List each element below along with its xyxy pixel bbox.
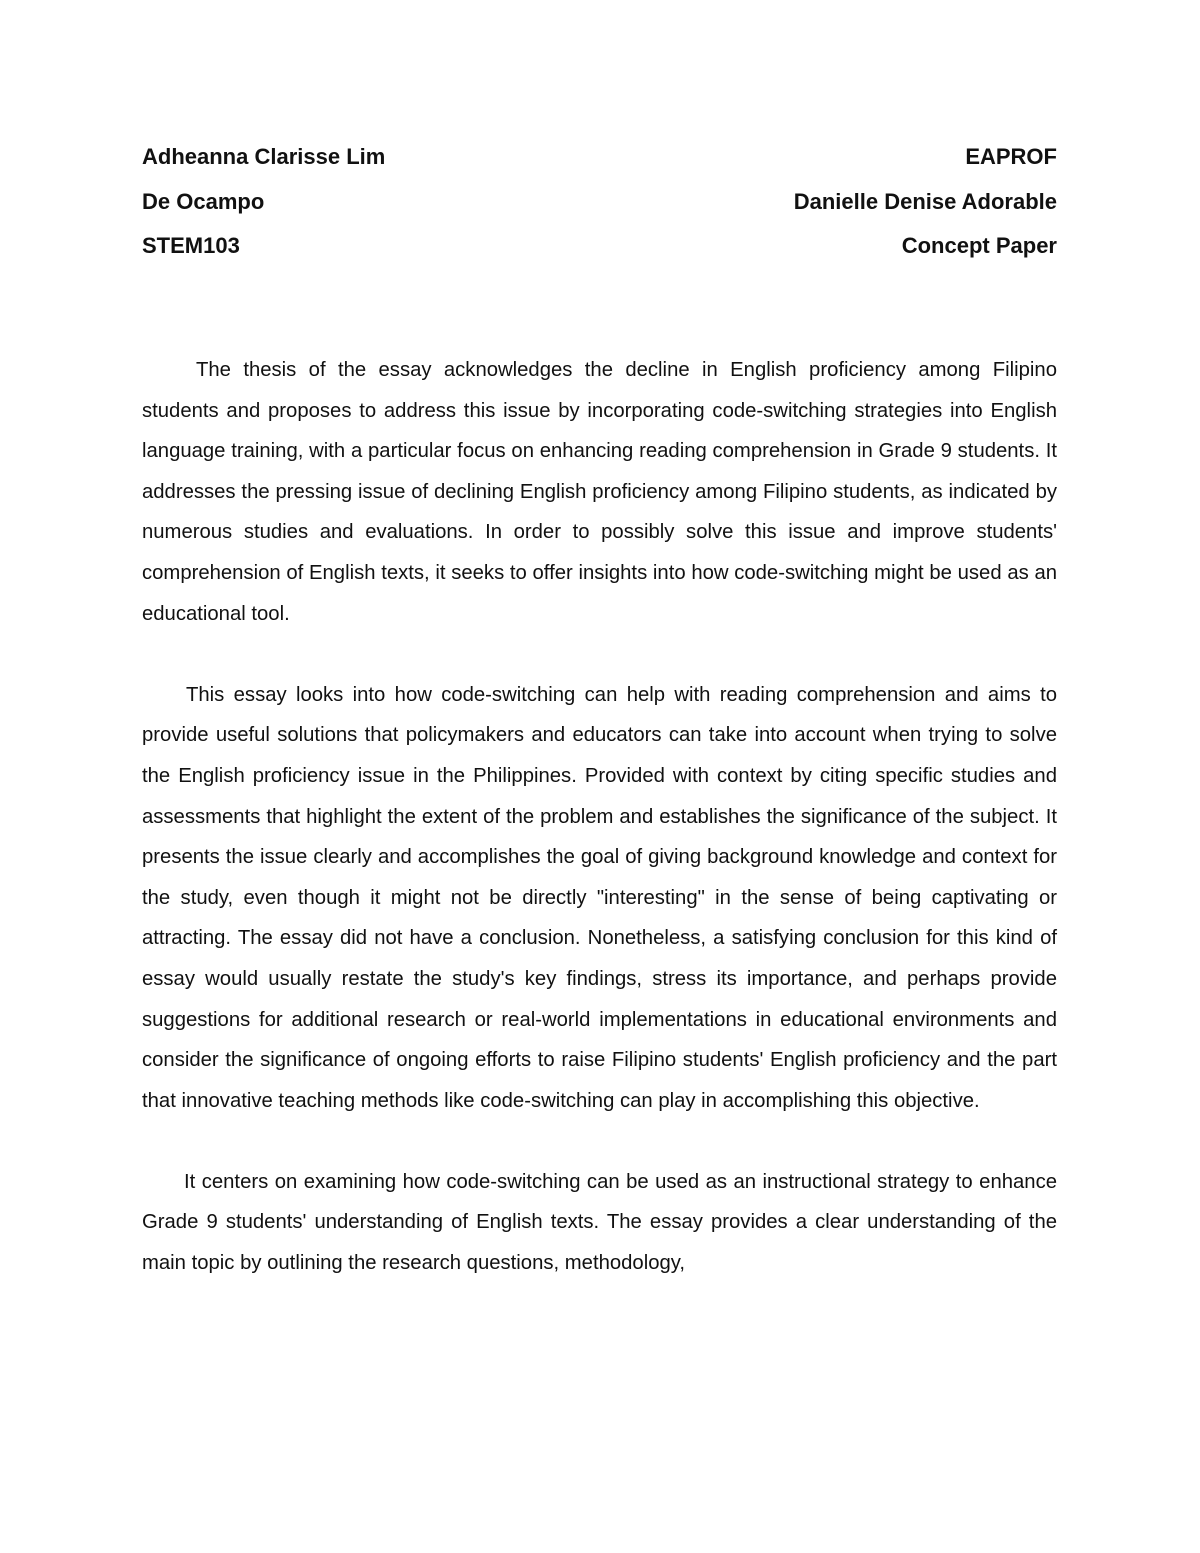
section-code: STEM103 (142, 233, 240, 258)
document-header (142, 140, 1057, 274)
student-name: Adheanna Clarisse Lim (142, 144, 386, 169)
instructor-name: Danielle Denise Adorable (793, 188, 1057, 214)
header-row-2 (142, 185, 1057, 230)
document-body (142, 350, 1057, 1284)
header-row-3 (142, 229, 1057, 274)
course-code: EAPROF (965, 144, 1057, 169)
body-paragraph-2: This essay looks into how code-switching can help with reading comprehension and aims to provide useful solutions that policymakers and educators can take into account when trying to solve the English proficiency issue in the Philippines. Provided with context by citing specific studies and assessments that highlight the extent of the problem and establishes the significance of the subject. It presents the issue clearly and accomplishes the goal of giving background knowledge and context for the study, even though it might not be directly "interesting" in the sense of being captivating or attracting. The essay did not have a conclusion. Nonetheless, a satisfying conclusion for this kind of essay would usually restate the study's key findings, stress its importance, and perhaps provide suggestions for additional research or real-world implementations in educational environments and consider the significance of ongoing efforts to raise Filipino students' English proficiency and the part that innovative teaching methods like code-switching can play in accomplishing this objective. (142, 683, 1057, 1112)
body-paragraph-3: It centers on examining how code-switching can be used as an instructional strategy to enhance Grade 9 students' understanding of English texts. The essay provides a clear understanding of the main topic by outlining the research questions, methodology, (142, 1170, 1057, 1275)
header-row-1 (142, 140, 1057, 185)
student-surname: De Ocampo (142, 188, 265, 214)
body-paragraph-1: The thesis of the essay acknowledges the decline in English proficiency among Filipino students and proposes to address this issue by incorporating code-switching strategies into English language training, with a particular focus on enhancing reading comprehension in Grade 9 students. It addresses the pressing issue of declining English proficiency among Filipino students, as indicated by numerous studies and evaluations. In order to possibly solve this issue and improve students' comprehension of English texts, it seeks to offer insights into how code-switching might be used as an educational tool. (142, 359, 1057, 625)
paper-type: Concept Paper (901, 233, 1057, 258)
